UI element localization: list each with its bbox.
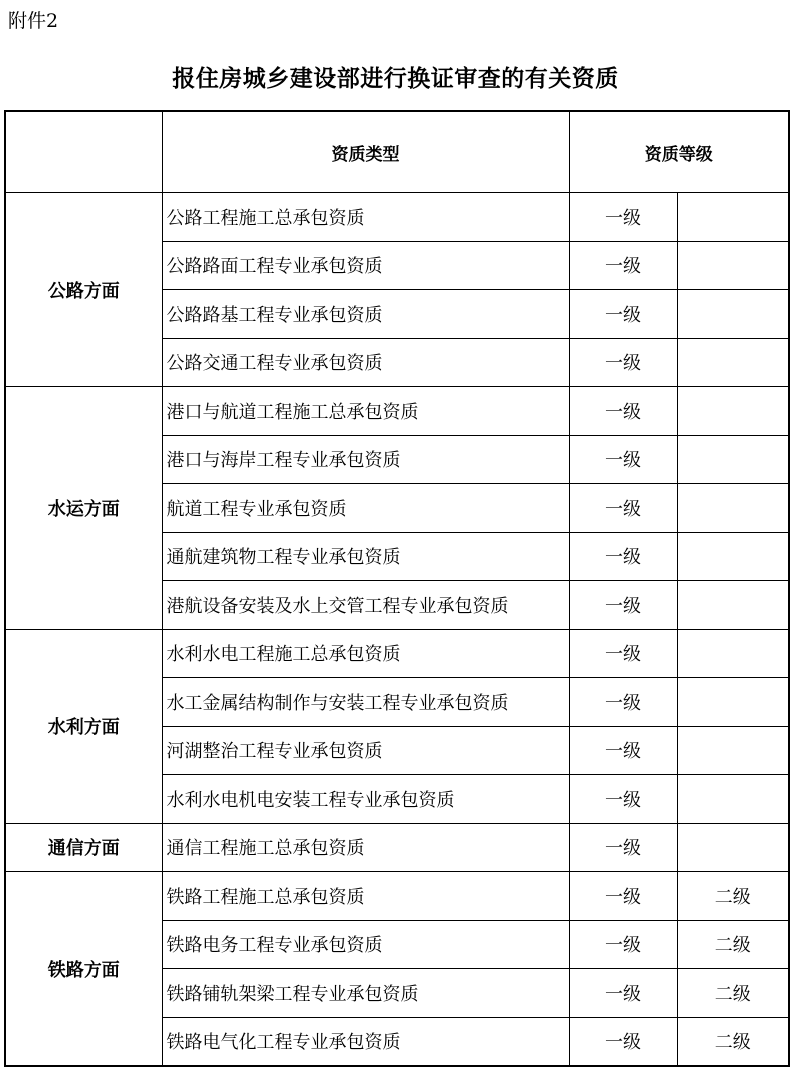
- level-first-cell: 一级: [569, 290, 677, 339]
- category-cell: 铁路方面: [5, 872, 162, 1067]
- category-cell: 通信方面: [5, 823, 162, 872]
- level-first-cell: 一级: [569, 193, 677, 242]
- table-row: [5, 872, 789, 921]
- level-first-cell: 一级: [569, 678, 677, 727]
- level-first-cell: 一级: [569, 581, 677, 630]
- level-second-cell: [677, 726, 789, 775]
- qualification-type-cell: 公路路基工程专业承包资质: [162, 290, 569, 339]
- qualification-type-cell: 铁路铺轨架梁工程专业承包资质: [162, 969, 569, 1018]
- category-cell: 公路方面: [5, 193, 162, 387]
- table-header-row: [5, 111, 789, 193]
- level-second-cell: [677, 581, 789, 630]
- attachment-label: 附件2: [8, 10, 59, 32]
- qualification-type-cell: 港口与海岸工程专业承包资质: [162, 435, 569, 484]
- level-second-cell: [677, 678, 789, 727]
- qualification-type-cell: 水工金属结构制作与安装工程专业承包资质: [162, 678, 569, 727]
- table-row: [5, 193, 789, 242]
- qualification-type-cell: 河湖整治工程专业承包资质: [162, 726, 569, 775]
- level-second-cell: [677, 484, 789, 533]
- category-cell: 水运方面: [5, 387, 162, 630]
- qualification-type-cell: 港口与航道工程施工总承包资质: [162, 387, 569, 436]
- qualification-type-cell: 港航设备安装及水上交管工程专业承包资质: [162, 581, 569, 630]
- table-body: [5, 111, 789, 1066]
- level-first-cell: 一级: [569, 920, 677, 969]
- level-first-cell: 一级: [569, 435, 677, 484]
- qualification-type-cell: 航道工程专业承包资质: [162, 484, 569, 533]
- qualification-type-cell: 铁路工程施工总承包资质: [162, 872, 569, 921]
- header-category: [5, 111, 162, 193]
- level-second-cell: [677, 290, 789, 339]
- page-title: 报住房城乡建设部进行换证审查的有关资质: [172, 66, 619, 92]
- qualification-type-cell: 铁路电气化工程专业承包资质: [162, 1017, 569, 1066]
- level-first-cell: 一级: [569, 775, 677, 824]
- qualification-type-cell: 通信工程施工总承包资质: [162, 823, 569, 872]
- level-second-cell: [677, 435, 789, 484]
- level-first-cell: 一级: [569, 629, 677, 678]
- table-row: [5, 387, 789, 436]
- level-second-cell: 二级: [677, 1017, 789, 1066]
- level-first-cell: 一级: [569, 484, 677, 533]
- level-first-cell: 一级: [569, 726, 677, 775]
- table-row: [5, 629, 789, 678]
- qualification-table: [4, 110, 790, 1067]
- level-first-cell: 一级: [569, 241, 677, 290]
- table-row: [5, 823, 789, 872]
- level-second-cell: [677, 775, 789, 824]
- level-first-cell: 一级: [569, 872, 677, 921]
- level-first-cell: 一级: [569, 969, 677, 1018]
- level-first-cell: 一级: [569, 1017, 677, 1066]
- qualification-type-cell: 公路交通工程专业承包资质: [162, 338, 569, 387]
- qualification-type-cell: 水利水电机电安装工程专业承包资质: [162, 775, 569, 824]
- level-second-cell: [677, 338, 789, 387]
- level-second-cell: 二级: [677, 920, 789, 969]
- level-second-cell: [677, 629, 789, 678]
- level-second-cell: [677, 241, 789, 290]
- qualification-type-cell: 通航建筑物工程专业承包资质: [162, 532, 569, 581]
- level-second-cell: [677, 532, 789, 581]
- level-second-cell: [677, 823, 789, 872]
- level-first-cell: 一级: [569, 532, 677, 581]
- qualification-type-cell: 公路路面工程专业承包资质: [162, 241, 569, 290]
- level-first-cell: 一级: [569, 823, 677, 872]
- header-type: 资质类型: [162, 111, 569, 193]
- level-first-cell: 一级: [569, 387, 677, 436]
- qualification-type-cell: 铁路电务工程专业承包资质: [162, 920, 569, 969]
- header-level: 资质等级: [569, 111, 789, 193]
- level-second-cell: [677, 193, 789, 242]
- category-cell: 水利方面: [5, 629, 162, 823]
- qualification-type-cell: 公路工程施工总承包资质: [162, 193, 569, 242]
- level-first-cell: 一级: [569, 338, 677, 387]
- level-second-cell: 二级: [677, 872, 789, 921]
- qualification-type-cell: 水利水电工程施工总承包资质: [162, 629, 569, 678]
- level-second-cell: [677, 387, 789, 436]
- level-second-cell: 二级: [677, 969, 789, 1018]
